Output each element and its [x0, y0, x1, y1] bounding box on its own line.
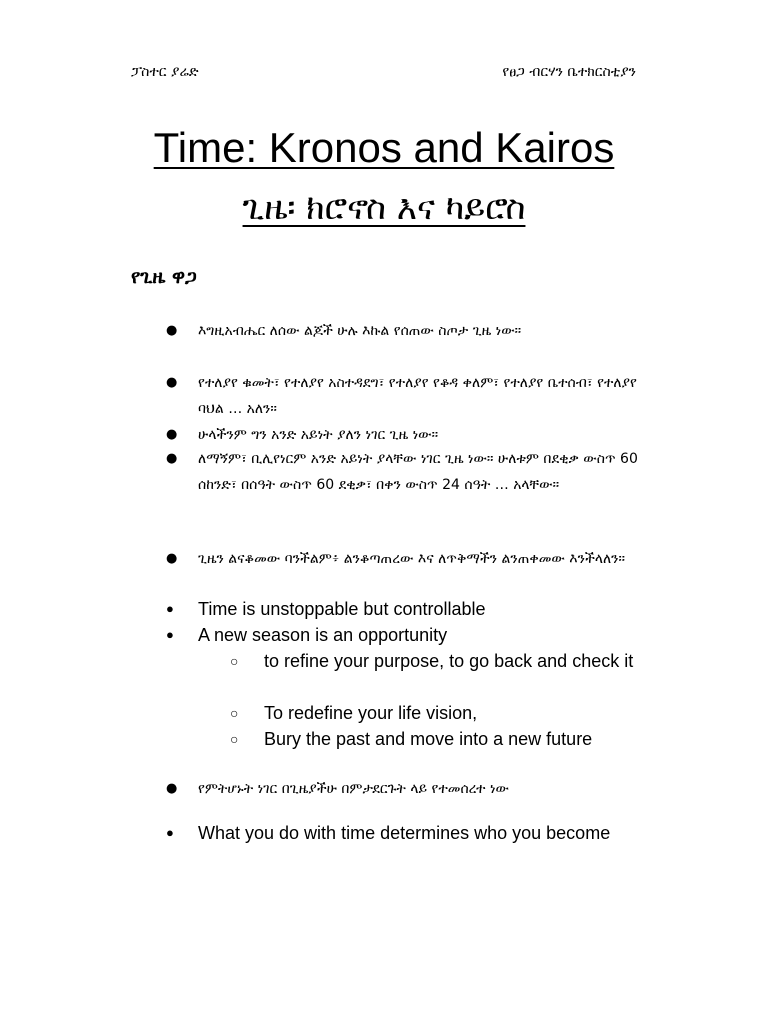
sub-list-item: ○ Bury the past and move into a new future [264, 726, 654, 752]
list-item: ● ለማኝም፣ ቢሊየነርም አንድ አይነት ያላቸው ነገር ጊዜ ነው። ሁለቱም በደቂቃ ውስጥ 60 ሰከንድ፣ በሰዓት ውስጥ 60 ደቂቃ፣ በቀን ውስጥ 24 ሰዓት … አላቸው። [198, 446, 648, 498]
list-item: ● የምትሆኑት ነገር በጊዜያችሁ በምታደርጉት ላይ የተመሰረተ ነው [198, 776, 648, 802]
list-item: ● እግዚአብሔር ለሰው ልጆች ሁሉ እኩል የሰጠው ስጦታ ጊዜ ነው። [198, 318, 648, 344]
list-item: ● የተለያየ ቁመት፣ የተለያየ አስተዳደግ፣ የተለያየ የቆዳ ቀለም፣ የተለያየ ቤተሰብ፣ የተለያየ ባህል … አለን። [198, 370, 648, 422]
title-amharic: ጊዜ፡ ክሮኖስ እና ካይሮስ [242, 188, 526, 228]
title-english: Time: Kronos and Kairos [153, 124, 615, 171]
list-item: ● What you do with time determines who you become [198, 820, 648, 846]
list-item: ● ጊዜን ልናቆመው ባንችልም፥ ልንቆጣጠረው እና ለጥቅማችን ልንጠቀመው እንችላለን። [198, 546, 648, 572]
header-author: ፓስተር ያሬድ [131, 64, 199, 80]
list-item: ● A new season is an opportunity [198, 622, 648, 648]
sub-list-item: ○ To redefine your life vision, [264, 700, 654, 726]
header-church: የፀጋ ብርሃን ቤተክርስቲያን [502, 64, 636, 80]
section-heading: የጊዜ ዋጋ [131, 266, 197, 288]
list-item: ● Time is unstoppable but controllable [198, 596, 648, 622]
sub-list-item: ○ to refine your purpose, to go back and check it [264, 648, 654, 674]
list-item: ● ሁላችንም ግን አንድ አይነት ያለን ነገር ጊዜ ነው። [198, 422, 648, 448]
